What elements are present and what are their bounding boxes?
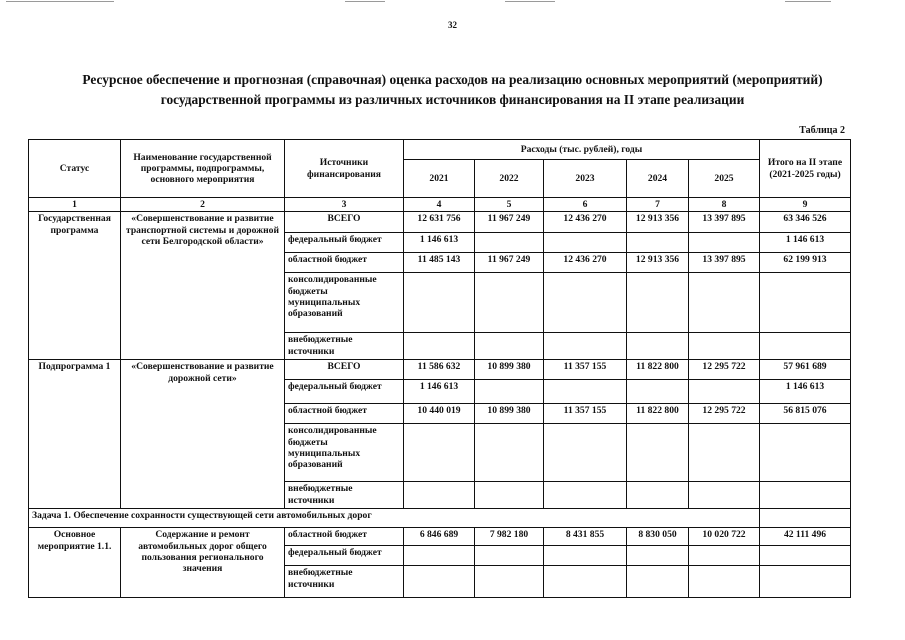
- header-year: 2022: [475, 160, 544, 198]
- value-cell: 11 967 249: [475, 253, 544, 273]
- header-year: 2023: [544, 160, 627, 198]
- total-cell: 56 815 076: [760, 404, 851, 424]
- value-cell: [404, 482, 475, 509]
- value-cell: [689, 233, 760, 253]
- value-cell: 13 397 895: [689, 212, 760, 233]
- header-total: Итого на II этапе (2021-2025 годы): [760, 140, 851, 198]
- value-cell: 12 295 722: [689, 360, 760, 380]
- title-line-1: Ресурсное обеспечение и прогнозная (справочная) оценка расходов на реализацию основных мероприятий (мероприятий): [82, 72, 823, 87]
- row-name: «Совершенствование и развитие транспортной системы и дорожной сети Белгородской области»: [121, 212, 285, 360]
- value-cell: 1 146 613: [404, 233, 475, 253]
- expenses-table: [28, 139, 851, 598]
- value-cell: 11 586 632: [404, 360, 475, 380]
- value-cell: [627, 233, 689, 253]
- row-name: «Совершенствование и развитие дорожной сети»: [121, 360, 285, 509]
- row-name: Содержание и ремонт автомобильных дорог общего пользования регионального значения: [121, 528, 285, 598]
- value-cell: [689, 482, 760, 509]
- total-cell: [760, 482, 851, 509]
- value-cell: 10 020 722: [689, 528, 760, 546]
- column-number: 6: [544, 198, 627, 212]
- source-cell: федеральный бюджет: [285, 546, 404, 566]
- source-cell: федеральный бюджет: [285, 233, 404, 253]
- task-title: Задача 1. Обеспечение сохранности существующей сети автомобильных дорог: [29, 509, 760, 528]
- value-cell: [475, 233, 544, 253]
- table-row: [29, 212, 851, 233]
- column-number-row: [29, 198, 851, 212]
- table-label: Таблица 2: [799, 125, 845, 136]
- value-cell: [689, 546, 760, 566]
- row-status: Подпрограмма 1: [29, 360, 121, 509]
- value-cell: [404, 333, 475, 360]
- total-cell: [760, 273, 851, 333]
- page-number: 32: [448, 20, 457, 30]
- header-year: 2024: [627, 160, 689, 198]
- value-cell: [544, 380, 627, 404]
- title-line-2: государственной программы из различных источников финансирования на II этапе реализации: [160, 92, 745, 107]
- value-cell: [627, 424, 689, 482]
- column-number: 8: [689, 198, 760, 212]
- value-cell: 10 899 380: [475, 404, 544, 424]
- value-cell: [404, 546, 475, 566]
- value-cell: [475, 273, 544, 333]
- column-number: 2: [121, 198, 285, 212]
- value-cell: [627, 482, 689, 509]
- value-cell: [627, 380, 689, 404]
- source-cell: областной бюджет: [285, 253, 404, 273]
- value-cell: [475, 482, 544, 509]
- value-cell: [475, 380, 544, 404]
- value-cell: [689, 333, 760, 360]
- source-cell: консолидированные бюджеты муниципальных образований: [285, 424, 404, 482]
- value-cell: 12 436 270: [544, 212, 627, 233]
- source-cell: федеральный бюджет: [285, 380, 404, 404]
- value-cell: [404, 566, 475, 598]
- value-cell: [627, 333, 689, 360]
- column-number: 5: [475, 198, 544, 212]
- document-title: [20, 70, 885, 110]
- total-cell: [760, 509, 851, 528]
- value-cell: [689, 273, 760, 333]
- source-cell: внебюджетные источники: [285, 566, 404, 598]
- row-status: Государственная программа: [29, 212, 121, 360]
- value-cell: [544, 333, 627, 360]
- row-status: Основное мероприятие 1.1.: [29, 528, 121, 598]
- value-cell: [475, 566, 544, 598]
- header-expenses: Расходы (тыс. рублей), годы: [404, 140, 760, 160]
- value-cell: [544, 233, 627, 253]
- value-cell: [544, 482, 627, 509]
- total-cell: 42 111 496: [760, 528, 851, 546]
- value-cell: 11 822 800: [627, 404, 689, 424]
- column-number: 4: [404, 198, 475, 212]
- value-cell: [544, 424, 627, 482]
- value-cell: 13 397 895: [689, 253, 760, 273]
- total-cell: [760, 546, 851, 566]
- source-cell: внебюджетные источники: [285, 333, 404, 360]
- value-cell: 12 436 270: [544, 253, 627, 273]
- value-cell: [404, 424, 475, 482]
- task-row: [29, 509, 851, 528]
- column-number: 9: [760, 198, 851, 212]
- value-cell: 12 913 356: [627, 253, 689, 273]
- header-year: 2025: [689, 160, 760, 198]
- column-number: 3: [285, 198, 404, 212]
- header-status: Статус: [29, 140, 121, 198]
- total-cell: 63 346 526: [760, 212, 851, 233]
- value-cell: [544, 566, 627, 598]
- header-year: 2021: [404, 160, 475, 198]
- value-cell: [689, 424, 760, 482]
- value-cell: 11 822 800: [627, 360, 689, 380]
- value-cell: 11 967 249: [475, 212, 544, 233]
- value-cell: 11 485 143: [404, 253, 475, 273]
- source-cell: ВСЕГО: [285, 360, 404, 380]
- value-cell: [475, 333, 544, 360]
- value-cell: 12 631 756: [404, 212, 475, 233]
- value-cell: 11 357 155: [544, 360, 627, 380]
- value-cell: 12 913 356: [627, 212, 689, 233]
- value-cell: [627, 273, 689, 333]
- value-cell: [404, 273, 475, 333]
- value-cell: 1 146 613: [404, 380, 475, 404]
- column-number: 7: [627, 198, 689, 212]
- source-cell: внебюджетные источники: [285, 482, 404, 509]
- value-cell: 7 982 180: [475, 528, 544, 546]
- value-cell: [475, 546, 544, 566]
- source-cell: ВСЕГО: [285, 212, 404, 233]
- value-cell: 8 431 855: [544, 528, 627, 546]
- total-cell: 57 961 689: [760, 360, 851, 380]
- value-cell: [627, 566, 689, 598]
- value-cell: 11 357 155: [544, 404, 627, 424]
- table-row: [29, 360, 851, 380]
- value-cell: [544, 273, 627, 333]
- value-cell: [544, 546, 627, 566]
- header-name: Наименование государственной программы, подпрограммы, основного мероприятия: [121, 140, 285, 198]
- table-row: [29, 528, 851, 546]
- value-cell: [475, 424, 544, 482]
- scan-edge-lines: [0, 0, 905, 4]
- value-cell: [689, 566, 760, 598]
- value-cell: 10 440 019: [404, 404, 475, 424]
- total-cell: [760, 566, 851, 598]
- value-cell: 12 295 722: [689, 404, 760, 424]
- value-cell: 6 846 689: [404, 528, 475, 546]
- header-sources: Источники финансирования: [285, 140, 404, 198]
- value-cell: [627, 546, 689, 566]
- total-cell: [760, 424, 851, 482]
- value-cell: 10 899 380: [475, 360, 544, 380]
- value-cell: 8 830 050: [627, 528, 689, 546]
- total-cell: 1 146 613: [760, 233, 851, 253]
- total-cell: [760, 333, 851, 360]
- value-cell: [689, 380, 760, 404]
- source-cell: консолидированные бюджеты муниципальных образований: [285, 273, 404, 333]
- column-number: 1: [29, 198, 121, 212]
- total-cell: 1 146 613: [760, 380, 851, 404]
- total-cell: 62 199 913: [760, 253, 851, 273]
- source-cell: областной бюджет: [285, 528, 404, 546]
- source-cell: областной бюджет: [285, 404, 404, 424]
